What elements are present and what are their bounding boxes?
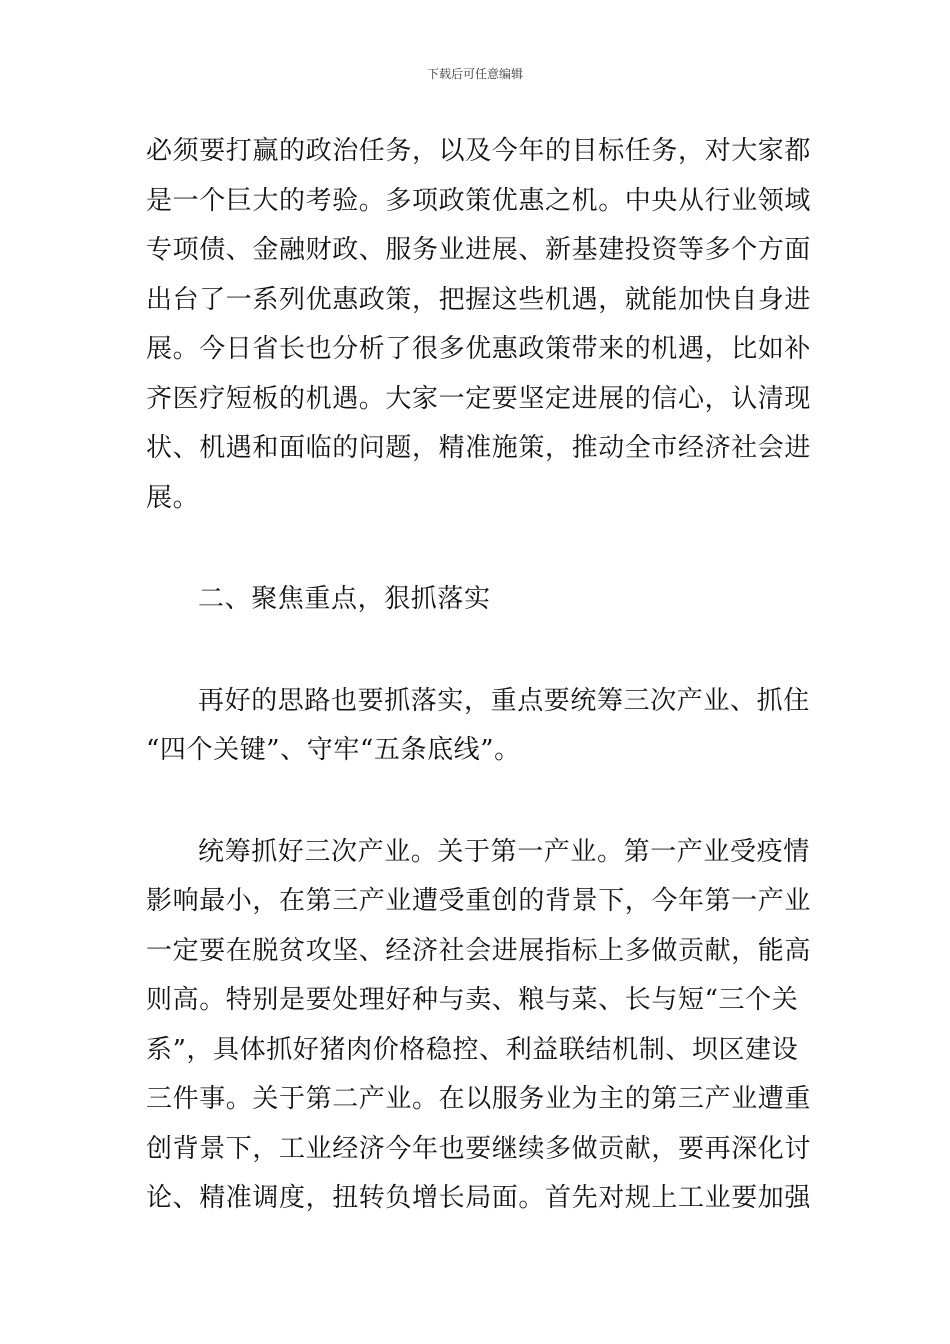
text-line: “四个关键”、守牢“五条底线”。: [146, 735, 521, 765]
text-line: 再好的思路也要抓落实，重点要统筹三次产业、抓住: [198, 685, 810, 716]
paragraph-2: [146, 677, 810, 776]
paragraph-gap: [146, 776, 806, 828]
text-line: 必须要打赢的政治任务，以及今年的目标任务，对大家都: [146, 136, 812, 166]
text-line: 一定要在脱贫攻坚、经济社会进展指标上多做贡献，能高: [146, 935, 812, 966]
page-header: 下载后可任意编辑: [426, 67, 523, 81]
text-line: 影响最小，在第三产业遭受重创的背景下，今年第一产业: [146, 886, 812, 916]
text-line: 三件事。关于第二产业。在以服务业为主的第三产业遭重: [146, 1084, 812, 1114]
text-line: 创背景下，工业经济今年也要继续多做贡献，要再深化讨: [146, 1133, 812, 1164]
text-line: 齐医疗短板的机遇。大家一定要坚定进展的信心，认清现: [146, 383, 812, 414]
paragraph-1: [146, 127, 812, 523]
text-line: 展。: [146, 482, 200, 513]
text-line: 专项债、金融财政、服务业进展、新基建投资等多个方面: [146, 235, 812, 265]
heading-line: 二、聚焦重点，狠抓落实: [198, 584, 491, 614]
text-line: 统筹抓好三次产业。关于第一产业。第一产业受疫情: [198, 836, 810, 867]
text-line: 状、机遇和面临的问题，精准施策，推动全市经济社会进: [146, 433, 812, 463]
document-body: [146, 127, 812, 1224]
text-line: 则高。特别是要处理好种与卖、粮与菜、长与短“三个关: [146, 985, 799, 1015]
paragraph-3: [146, 828, 812, 1224]
text-line: 是一个巨大的考验。多项政策优惠之机。中央从行业领域: [146, 185, 812, 216]
paragraph-gap: [146, 625, 806, 677]
text-line: 出台了一系列优惠政策，把握这些机遇，就能加快自身进: [146, 284, 812, 315]
text-line: 系”，具体抓好猪肉价格稳控、利益联结机制、坝区建设: [146, 1034, 799, 1065]
section-heading: [146, 575, 806, 625]
text-line: 论、精准调度，扭转负增长局面。首先对规上工业要加强: [146, 1183, 812, 1213]
text-line: 展。今日省长也分析了很多优惠政策带来的机遇，比如补: [146, 334, 812, 364]
paragraph-gap: [146, 523, 806, 575]
